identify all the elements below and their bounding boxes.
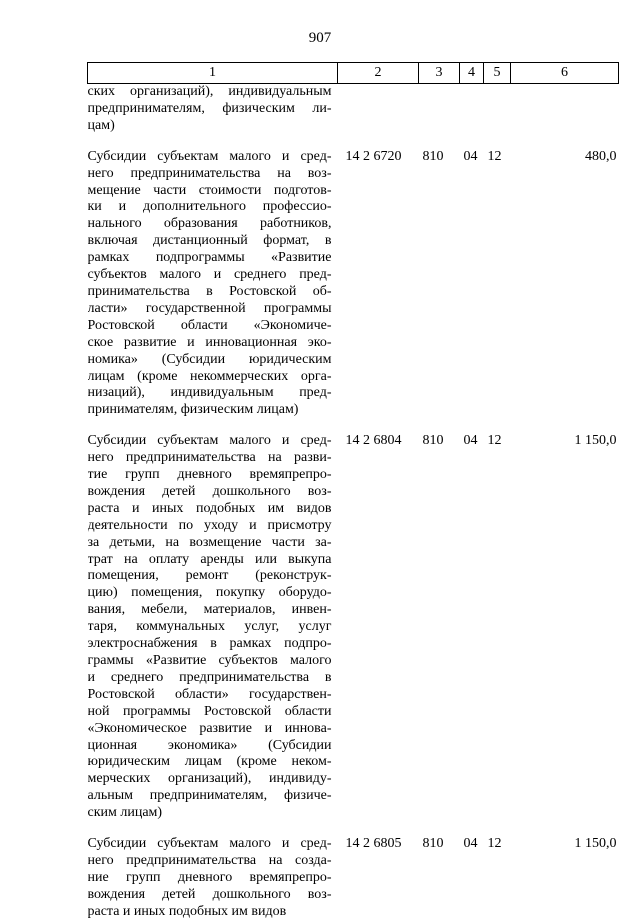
description-line: рамках подпрограммы «Развитие (87, 250, 332, 266)
description-line: ционная экономика» (Субсидии (87, 737, 332, 753)
header-col-4: 4 (460, 63, 484, 84)
description-line: граммы «Развитие субъектов малого (87, 653, 332, 668)
row-spacer (88, 419, 619, 433)
row-amount: 1 150,0 (574, 433, 617, 449)
description-line: Субсидии субъектам малого и сред- (87, 148, 332, 164)
header-col-1: 1 (88, 63, 338, 84)
description-line: ских организаций), индивидуальным (87, 84, 332, 99)
row-expense-type: 810 (422, 836, 444, 852)
description-line: Ростовской области» государствен- (87, 686, 332, 702)
row-amount: 480,0 (585, 148, 617, 164)
row-amount: 1 150,0 (574, 836, 617, 852)
description-line: цам) (87, 117, 115, 133)
description-line: тие групп дневного времяпрепро- (87, 467, 332, 483)
table-row (88, 84, 619, 135)
header-row (88, 63, 619, 84)
description-line: него предпринимательства на воз- (87, 165, 332, 181)
description-line: мещение части стоимости подготов- (87, 182, 332, 198)
description-line: нального образования работников, (87, 216, 332, 232)
description-line: него предпринимательства на созда- (87, 852, 332, 868)
description-line: «Экономическое развитие и иннова- (87, 720, 332, 736)
description-line: мерческих организаций), индивиду- (87, 771, 332, 787)
row-description (88, 433, 338, 822)
description-line: вания, мебели, материалов, инвен- (87, 602, 332, 618)
page-number: 907 (308, 30, 332, 46)
description-line: электроснабжения в рамках подпро- (87, 636, 332, 652)
description-line: раста и иных подобных им видов (87, 903, 287, 919)
description-line: вождения детей дошкольного воз- (87, 483, 332, 499)
row-target-code: 14 2 6720 (345, 148, 402, 164)
description-line: вождения детей дошкольного воз- (87, 886, 332, 902)
row-section: 04 (463, 433, 478, 449)
description-line: включая дистанционный формат, в (87, 233, 332, 249)
row-target-code: 14 2 6804 (345, 433, 402, 449)
description-line: ское развитие и инновационная эко- (87, 334, 332, 350)
description-line: ским лицам) (87, 805, 163, 821)
table-row (88, 149, 619, 420)
row-spacer-cell (88, 419, 619, 433)
row-description (88, 836, 338, 921)
table-row (88, 836, 619, 921)
row-section (460, 84, 484, 135)
description-line: помещения, ремонт (реконструк- (87, 568, 332, 584)
description-line: ной программы Ростовской области (87, 703, 332, 719)
row-section: 04 (463, 836, 478, 852)
description-line: низаций), индивидуальным пред- (87, 385, 332, 401)
description-line: деятельности по уходу и присмотру (87, 517, 332, 533)
description-line: предпринимателям, физическим ли- (87, 100, 332, 116)
row-expense-type: 810 (422, 433, 444, 449)
description-line: субъектов малого и среднего пред- (87, 267, 332, 283)
description-line: трат на оплату аренды или выкупа (87, 551, 332, 567)
row-subsection: 12 (487, 148, 502, 164)
description-line: за детьми, на возмещение части за- (87, 534, 332, 550)
description-line: Субсидии субъектам малого и сред- (87, 433, 332, 449)
row-description (88, 84, 338, 135)
description-line: него предпринимательства на разви- (87, 450, 332, 466)
description-line: юридическим лицам (кроме неком- (87, 754, 332, 770)
table-body (88, 84, 619, 921)
description-line: Субсидии субъектам малого и сред- (87, 836, 332, 852)
header-col-2: 2 (338, 63, 419, 84)
row-subsection: 12 (487, 433, 502, 449)
table-row (88, 433, 619, 822)
description-line: таря, коммунальных услуг, услуг (87, 619, 332, 635)
description-line: принимательства в Ростовской об- (87, 283, 332, 299)
description-line: Ростовской области «Экономиче- (87, 317, 332, 333)
description-line: альным предпринимателям, физиче- (87, 788, 332, 804)
description-line: лицам (кроме некоммерческих орга- (87, 368, 332, 384)
row-expense-type (419, 84, 460, 135)
description-line: ласти» государственной программы (87, 300, 332, 316)
row-spacer-cell (88, 135, 619, 149)
row-subsection (484, 84, 511, 135)
row-spacer (88, 822, 619, 836)
description-line: номика» (Субсидии юридическим (87, 351, 332, 367)
row-spacer-cell (88, 822, 619, 836)
description-line: ки и дополнительного профессио- (87, 199, 332, 215)
row-target-code: 14 2 6805 (345, 836, 402, 852)
budget-table (87, 62, 619, 921)
description-line: ние групп дневного времяпрепро- (87, 869, 332, 885)
description-line: цию) помещения, покупку оборудо- (87, 585, 332, 601)
row-expense-type: 810 (422, 148, 444, 164)
row-spacer (88, 135, 619, 149)
row-description (88, 149, 338, 420)
description-line: раста и иных подобных им видов (87, 500, 332, 516)
description-line: принимателям, физическим лицам) (87, 402, 299, 418)
header-col-6: 6 (511, 63, 619, 84)
description-line: и среднего предпринимательства в (87, 669, 332, 685)
header-col-3: 3 (419, 63, 460, 84)
row-subsection: 12 (487, 836, 502, 852)
row-target-code (338, 84, 419, 135)
row-amount (511, 84, 619, 135)
table-header (88, 63, 619, 84)
header-col-5: 5 (484, 63, 511, 84)
row-section: 04 (463, 148, 478, 164)
